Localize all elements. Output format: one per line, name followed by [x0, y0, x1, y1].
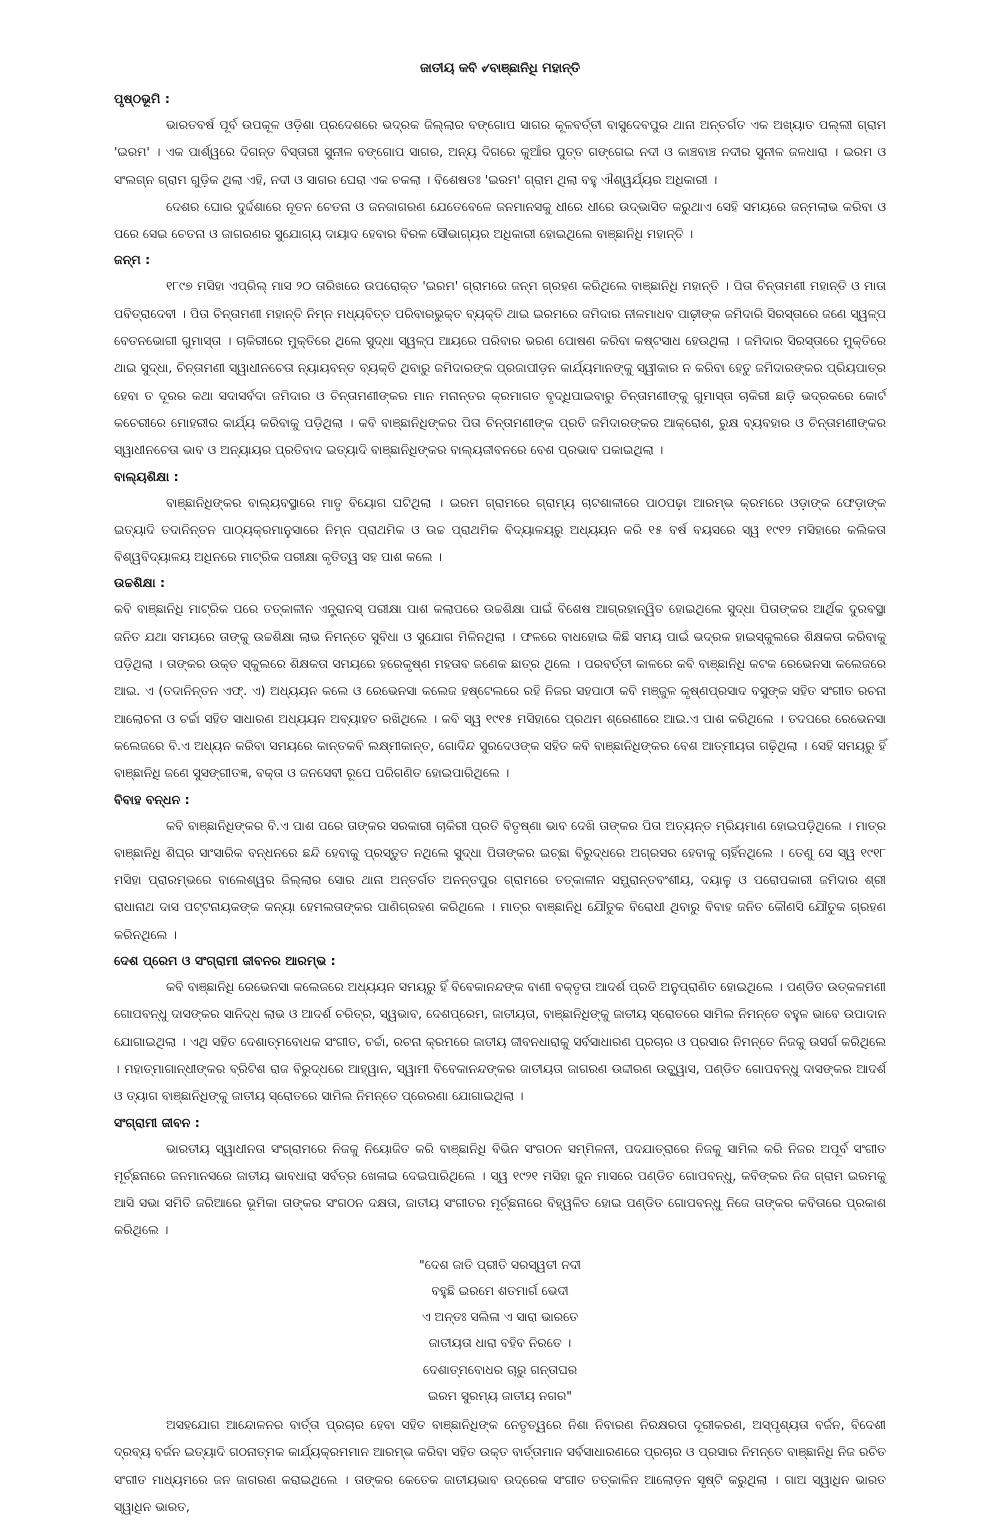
document-title: ଜାତୀୟ କବି ୰ବାଞ୍ଛାନିଧି ମହାନ୍ତି [114, 58, 886, 80]
section-heading: ସଂଗ୍ରାମୀ ଜୀବନ : [114, 1110, 886, 1135]
poem-line: ବହୁଛି ଇରମେ ଶତମାର୍ଗ ଭେଦୀ [114, 1278, 886, 1304]
section-heading: ପୃଷ୍ଠଭୂମି : [114, 86, 886, 111]
section-birth [114, 247, 886, 463]
poem-line: ଏ ଅନ୍ତଃ ସଲିଳା ଏ ସାରା ଭାରତେ [114, 1304, 886, 1330]
poem-line: ଦେଶାତ୍ମବୋଧର ଚାରୁ ଗନ୍ତାଘର [114, 1357, 886, 1383]
section-childhood-education [114, 464, 886, 571]
paragraph: ବାଞ୍ଛାନିଧିଙ୍କର ବାଲ୍ୟବସ୍ଥାରେ ମାତୃ ବିୟୋଗ ଘଟିଥିଲା । ଇରମ ଗ୍ରାମରେ ଗ୍ରାମ୍ୟ ଚାଟଶାଳୀରେ ପାଠପଢ଼ା ଆରମ୍ଭ କ୍ରମରେ ଓଡ଼ାଙ୍କ ଫେଡ଼ାଙ୍କ ଇତ୍ୟାଦି ତଦାନିନ୍ତନ ପାଠ୍ୟକ୍ରମାନୁସାରେ ନିମ୍ନ ପ୍ରାଥମିକ ଓ ଉଚ୍ଚ ପ୍ରାଥମିକ ବିଦ୍ୟାଳୟରୁ ଅଧ୍ୟୟନ କରି ୧୫ ବର୍ଷ ବୟସରେ ସ୍ୱ ୧୯୧୨ ମସିହାରେ କଲିକତା ବିଶ୍ୱବିଦ୍ୟାଳୟ ଅଧିନରେ ମାଟ୍ରିକ ପରୀକ୍ଷା କୃତିତ୍ୱ ସହ ପାଶ କଲେ । [114, 489, 886, 571]
paragraph: ଅସହଯୋଗ ଆନ୍ଦୋଳନର ବାର୍ତ୍ତା ପ୍ରଚାର ହେବା ସହିତ ବାଞ୍ଛାନିଧିଙ୍କ ନେତୃତ୍ୱରେ ନିଶା ନିବାରଣ ନିରକ୍ଷରତା ଦୂରୀକରଣ, ଅସ୍ପୃଶ୍ୟତା ବର୍ଜନ, ବିଦେଶୀ ଦ୍ରବ୍ୟ ବର୍ଜନ ଇତ୍ୟାଦି ଗଠନାତ୍ମକ କାର୍ଯ୍ୟକ୍ରମମାନ ଆରମ୍ଭ କରିବା ସହିତ ଉକ୍ତ ବାର୍ତ୍ତାମାନ ସର୍ବସାଧାରଣରେ ପ୍ରଚାର ଓ ପ୍ରସାର ନିମନ୍ତେ ବାଞ୍ଛାନିଧି ନିଜ ରଚିତ ସଂଗୀତ ମାଧ୍ୟମରେ ଜନ ଜାଗରଣ କରାଇଥିଲେ । ତାଙ୍କର କେତେକ ଜାତୀୟଭାବ ଉଦ୍ରେକ ସଂଗୀତ ତତ୍କାଳିନ ଆଲୋଡ଼ନ ସୃଷ୍ଟି କରୁଥିଲା । ଗାଅ ସ୍ୱାଧିନ ଭାରତ ସ୍ୱାଧିନ ଭାରତ, [114, 1411, 886, 1520]
section-heading: ବାଲ୍ୟଶିକ୍ଷା : [114, 464, 886, 489]
poem-quote [114, 1252, 886, 1409]
poem-line: ଇରମ ସୁରମ୍ୟ ଜାତୀୟ ନଗର" [114, 1383, 886, 1409]
paragraph: କବି ବାଞ୍ଛାନିଧି ରେଭେନସା କଲେଜରେ ଅଧ୍ୟୟନ ସମୟରୁ ହିଁ ବିବେକାନନ୍ଦଙ୍କ ବାଣୀ ବକ୍ତୃତା ଆଦର୍ଶ ପ୍ରତି ଅନୁପ୍ରାଣିତ ହୋଇଥିଲେ । ପଣ୍ଡିତ ଉତ୍କଳମଣୀ ଗୋପବନ୍ଧୁ ଦାସଙ୍କର ସାନିଦ୍ଧ ଲାଭ ଓ ଆଦର୍ଶ ଚରିତ୍ର, ସ୍ୱଭାବ, ଦେଶପ୍ରେମ, ଜାତୀୟତା, ବାଞ୍ଛାନିଧିଙ୍କୁ ଜାତୀୟ ସ୍ରୋତରେ ସାମିଲ ନିମନ୍ତେ ବହୁଳ ଭାବେ ଉପାଦାନ ଯୋଗାଇଥିଲା । ଏଥି ସହିତ ଦେଶାତ୍ମବୋଧକ ସଂଗୀତ, ଚର୍ଚ୍ଚା, ରଚନା କ୍ରମରେ ଜାତୀୟ ଜୀବନଧାରାକୁ ସର୍ବସାଧାରଣ ପ୍ରଚାର ଓ ପ୍ରସାର ନିମନ୍ତେ ନିଜକୁ ଉସର୍ଗ କରିଥିଲେ । ମହାତ୍ମାଗାନ୍ଧୀଙ୍କର ବ୍ରିଟିଶ ରାଜ ବିରୁଦ୍ଧରେ ଆହ୍ୱାନ, ସ୍ୱାମୀ ବିବେକାନନ୍ଦଙ୍କର ଜାତୀୟତା ଜାଗରଣ ଉଦ୍ଦୀରଣ ଉଚ୍ଛ୍ୱାସ, ପଣ୍ଡିତ ଗୋପବନ୍ଧୁ ଦାସଙ୍କର ଆଦର୍ଶ ଓ ତ୍ୟାଗ ବାଞ୍ଛାନିଧିଙ୍କୁ ଜାତୀୟ ସ୍ରୋତରେ ସାମିଲ ନିମନ୍ତେ ପ୍ରେରଣା ଯୋଗାଇଥିଲା । [114, 973, 886, 1109]
poem-line: "ଦେଶ ଜାତି ପ୍ରୀତି ସରସ୍ୱତୀ ନଦୀ [114, 1252, 886, 1278]
paragraph: ୧୮୯୭ ମସିହା ଏପ୍ରିଲ୍ ମାସ ୨୦ ତାରିଖରେ ଉପରୋକ୍ତ 'ଇରମ' ଗ୍ରାମରେ ଜନ୍ମ ଗ୍ରହଣ କରିଥିଲେ ବାଞ୍ଛାନିଧି ମହାନ୍ତି । ପିତା ଚିନ୍ତାମଣୀ ମହାନ୍ତି ଓ ମାତା ପବିତ୍ରାଦେବୀ । ପିତା ଚିନ୍ତାମଣୀ ମହାନ୍ତି ନିମ୍ନ ମଧ୍ୟବିତ୍ତ ପରିବାରଭୁକ୍ତ ବ୍ୟକ୍ତି ଥାଇ ଇରମରେ ଜମିଦାର ନୀଳମାଧବ ପାଢ଼ୀଙ୍କ ଜମିଦାରି ସିରସ୍ତାରେ ଜଣେ ସ୍ୱଳ୍ପ ବେତନଭୋଗୀ ଗୁମାସ୍ତା । ଚାକିରୀରେ ମୁକ୍ତିରେ ଥିଲେ ସୁଦ୍ଧା ସ୍ୱଳ୍ପ ଆୟରେ ପରିବାର ଭରଣ ପୋଷଣ କରିବା କଷ୍ଟସାଧ ହେଉଥିଲା । ଜମିଦାର ସିରସ୍ତାରେ ମୁକ୍ତିରେ ଥାଇ ସୁଦ୍ଧା, ଚିନ୍ତାମଣୀ ସ୍ୱାଧୀନଚେତା ନ୍ୟାୟବନ୍ତ ବ୍ୟକ୍ତି ଥିବାରୁ ଜମିଦାରଙ୍କ ପ୍ରଜାପୀଡ଼ନ କାର୍ଯ୍ୟମାନଙ୍କୁ ସ୍ୱୀକାର ନ କରିବା ହେତୁ ଜମିଦାରଙ୍କର ପ୍ରିୟପାତ୍ର ହେବା ତ ଦୂରର କଥା ସଦାସର୍ବଦା ଜମିଦାର ଓ ଚିନ୍ତାମଣୀଙ୍କର ମାନ ମନାନ୍ତର କ୍ରମାଗତ ବୃଦ୍ଧିପାଇବାରୁ ଚିନ୍ତାମଣୀଙ୍କୁ ଗୁମାସ୍ତା ଚାକିରୀ ଛାଡ଼ି ଭଦ୍ରକରେ କୋର୍ଟ କଚେରୀରେ ମୋହରୀର କାର୍ଯ୍ୟ କରିବାକୁ ପଡ଼ିଥିଲା । କବି ବାଞ୍ଛାନିଧିଙ୍କର ପିତା ଚିନ୍ତାମଣୀଙ୍କ ପ୍ରତି ଜମିଦାରଙ୍କର ଆକ୍ରୋଶ, ରୁକ୍ଷ ବ୍ୟବହାର ଓ ଚିନ୍ତାମଣୀଙ୍କର ସ୍ୱାଧୀନଚେତା ଭାବ ଓ ଅନ୍ୟାୟର ପ୍ରତିବାଦ ଇତ୍ୟାଦି ବାଞ୍ଛାନିଧିଙ୍କର ବାଲ୍ୟଜୀବନରେ ବେଶ ପ୍ରଭାବ ପକାଇଥିଲା । [114, 272, 886, 463]
section-marriage [114, 787, 886, 948]
section-heading: ବିବାହ ବନ୍ଧନ : [114, 787, 886, 812]
paragraph: ଭାରତୀୟ ସ୍ୱାଧୀନତା ସଂଗ୍ରାମରେ ନିଜକୁ ନିୟୋଜିତ କରି ବାଞ୍ଛାନିଧି ବିଭିନ ସଂଗଠନ ସମ୍ମିଳନୀ, ପଦଯାତ୍ରାରେ ନିଜକୁ ସାମିଲ କରି ନିଜର ଅପୂର୍ବ ସଂଗୀତ ମୂର୍ଚ୍ଛନାରେ ଜନମାନସରେ ଜାତୀୟ ଭାବଧାରା ସର୍ବତ୍ର ଖେଳାଇ ଦେଇପାରିଥିଲେ । ସ୍ୱ ୧୯୨୧ ମସିହା ଜୁନ ମାସରେ ପଣ୍ଡିତ ଗୋପବନ୍ଧୁ, କବିଙ୍କର ନିଜ ଗ୍ରାମ ଇରମକୁ ଆସି ସଭା ସମିତି ଜରିଆରେ ଭୂମିକା ତାଙ୍କର ସଂଗଠନ ଦକ୍ଷତା, ଜାତୀୟ ସଂଗୀତର ମୂର୍ଚ୍ଛନାରେ ବିହ୍ୱଳିତ ହୋଇ ପଣ୍ଡିତ ଗୋପବନ୍ଧୁ ନିଜେ ତାଙ୍କର କବିତାରେ ପ୍ରକାଶ କରିଥିଲେ । [114, 1135, 886, 1244]
paragraph: କବି ବାଞ୍ଛାନିଧିଙ୍କର ବି.ଏ ପାଶ ପରେ ତାଙ୍କର ସରକାରୀ ଚାକିରୀ ପ୍ରତି ବିତୃଷ୍ଣା ଭାବ ଦେଖି ତାଙ୍କର ପିତା ଅତ୍ୟନ୍ତ ମ୍ରିୟମାଣ ହୋଇପଡ଼ିଥିଲେ । ମାତ୍ର ବାଞ୍ଛାନିଧି ଶିଘ୍ର ସାଂସାରିକ ବନ୍ଧନରେ ଛନ୍ଦି ହେବାକୁ ପ୍ରସ୍ତୁତ ନଥିଲେ ସୁଦ୍ଧା ପିତାଙ୍କର ଇଚ୍ଛା ବିରୁଦ୍ଧରେ ଅଗ୍ରସର ହେବାକୁ ଚାହିଁନଥିଲେ । ତେଣୁ ସେ ସ୍ୱ ୧୯୧୮ ମସିହା ପ୍ରାରମ୍ଭରେ ବାଲେଶ୍ୱର ଜିଲ୍ଲାର ସୋର ଥାନା ଅନ୍ତର୍ଗତ ଅନନ୍ତପୁର ଗ୍ରାମରେ ତତ୍କାଳୀନ ସମ୍ଭ୍ରାନ୍ତବଂଶୀୟ, ଦୟାଳୁ ଓ ପରୋପକାରୀ ଜମିଦାର ଶ୍ରୀ ରାଧାନାଥ ଦାସ ପଟ୍ଟନାୟକଙ୍କ କନ୍ୟା ହେମଲତାଙ୍କର ପାଣିଗ୍ରହଣ କରିଥିଲେ । ମାତ୍ର ବାଞ୍ଛାନିଧି ଯୌତୁକ ବିରୋଧୀ ଥିବାରୁ ବିବାହ ଜନିତ କୌଣସି ଯୌତୁକ ଗ୍ରହଣ କରିନଥିଲେ । [114, 812, 886, 948]
paragraph: ଦେଶର ଘୋର ଦୁର୍ଦ୍ଦଶାରେ ନୂତନ ଚେତନା ଓ ଜନଜାଗରଣ ଯେତେବେଳେ ଜନମାନସକୁ ଧୀରେ ଧୀରେ ଉଦ୍ଭାସିତ କରୁଥାଏ ସେହି ସମୟରେ ଜନ୍ମଲାଭ କରିବା ଓ ପରେ ସେଇ ଚେତନା ଓ ଜାଗରଣର ସୁଯୋଗ୍ୟ ଦାୟାଦ ହେବାର ବିରଳ ସୌଭାଗ୍ୟର ଅଧିକାରୀ ହୋଇଥିଲେ ବାଞ୍ଛାନିଧି ମହାନ୍ତି । [114, 193, 886, 248]
section-heading: ଉଚ୍ଚଶିକ୍ଷା : [114, 570, 886, 595]
section-background [114, 86, 886, 247]
section-heading: ଜନ୍ମ : [114, 247, 886, 272]
section-struggle-life [114, 1110, 886, 1520]
paragraph: ଭାରତବର୍ଷ ପୂର୍ବ ଉପକୂଳ ଓଡ଼ିଶା ପ୍ରଦେଶରେ ଭଦ୍ରକ ଜିଲ୍ଲାର ବଙ୍ଗୋପ ସାଗର କୂଳବର୍ତ୍ତୀ ବାସୁଦେବପୁର ଥାନା ଅନ୍ତର୍ଗତ ଏକ ଅଖ୍ୟାତ ପଲ୍ଲୀ ଗ୍ରାମ 'ଇରମ' । ଏକ ପାର୍ଶ୍ୱରେ ଦିଗନ୍ତ ବିସ୍ତାରୀ ସୁନୀଳ ବଙ୍ଗୋପ ସାଗର, ଅନ୍ୟ ଦିଗରେ କୁଆଁର ପୁତ୍ତ ଗଙ୍ଗେଇ ନଦୀ ଓ କାଞ୍ଚବାଞ୍ଚ ନଦୀର ସୁନୀଳ ଜଳଧାରା । ଇରମ ଓ ସଂଲଗ୍ନ ଗ୍ରାମ ଗୁଡ଼ିକ ଥିଲା ଏହି, ନଦୀ ଓ ସାଗର ଘେରା ଏକ ଚକଲା । ବିଶେଷତଃ 'ଇରମ' ଗ୍ରାମ ଥିଲା ବହୁ ଐଶ୍ୱର୍ଯ୍ୟର ଅଧିକାରୀ । [114, 111, 886, 193]
section-patriotism [114, 948, 886, 1109]
section-heading: ଦେଶ ପ୍ରେମ ଓ ସଂଗ୍ରାମୀ ଜୀବନର ଆରମ୍ଭ : [114, 948, 886, 973]
paragraph: କବି ବାଞ୍ଛାନିଧି ମାଟ୍ରିକ ପରେ ତତ୍କାଳୀନ ଏନ୍ଟ୍ରାନସ୍ ପରୀକ୍ଷା ପାଶ କଲାପରେ ଉଚ୍ଚଶିକ୍ଷା ପାଇଁ ବିଶେଷ ଆଗ୍ରହାନ୍ୱିତ ହୋଇଥିଲେ ସୁଦ୍ଧା ପିତାଙ୍କର ଆର୍ଥିକ ଦୁରବସ୍ଥା ଜନିତ ଯଥା ସମୟରେ ତାଙ୍କୁ ଉଚ୍ଚଶିକ୍ଷା ଲାଭ ନିମନ୍ତେ ସୁବିଧା ଓ ସୁଯୋଗ ମିଳିନଥିଲା । ଫଳରେ ବାଧହୋଇ କିଛି ସମୟ ପାଇଁ ଭଦ୍ରକ ହାଇସ୍କୁଲରେ ଶିକ୍ଷକତା କରିବାକୁ ପଡ଼ିଥିଲା । ତାଙ୍କର ଉକ୍ତ ସ୍କୁଲରେ ଶିକ୍ଷକତା ସମୟରେ ହରେକୃଷ୍ଣ ମହତାବ ଜଣେକ ଛାତ୍ର ଥିଲେ । ପରବର୍ତ୍ତୀ କାଳରେ କବି ବାଞ୍ଛାନିଧି କଟକ ରେଭେନସା କଲେଜରେ ଆଇ. ଏ (ତଦାନିନ୍ତନ ଏଫ୍. ଏ) ଅଧ୍ୟୟନ କଲେ ଓ ରେଭେନସା କଲେଜ ହଷ୍ଟେଲରେ ରହି ନିଜର ସହପାଠୀ କବି ମଞ୍ଜୁଳ କୃଷ୍ଣପ୍ରସାଦ ବସୁଙ୍କ ସହିତ ସଂଗୀତ ରଚନା ଆଲୋଚନା ଓ ଚର୍ଚ୍ଚା ସହିତ ସାଧାରଣ ଅଧ୍ୟୟନ ଅବ୍ୟାହତ ରଖିଥିଲେ । କବି ସ୍ୱ ୧୯୧୫ ମସିହାରେ ପ୍ରଥମ ଶ୍ରେଣୀରେ ଆଇ.ଏ ପାଶ କରିଥିଲେ । ତଦପରେ ରେଭେନସା କଲେଜରେ ବି.ଏ ଅଧ୍ୟନ କରିବା ସମୟରେ କାନ୍ତକବି ଲକ୍ଷ୍ମୀକାନ୍ତ, ଗୋଦିନ୍ଦ ସୁରଦେଓଙ୍କ ସହିତ କବି ବାଞ୍ଛାନିଧିଙ୍କର ବେଶ ଆତ୍ମୀୟତା ଗଢ଼ିଥିଲା । ସେହି ସମୟରୁ ହିଁ ବାଞ୍ଛାନିଧି ଜଣେ ସୁସଙ୍ଗୀତଜ୍ଞ, ବକ୍ତା ଓ ଜନସେବୀ ରୂପେ ପରିଗଣିତ ହୋଇପାରିଥିଲେ । [114, 595, 886, 786]
poem-line: ଜାତୀୟତା ଧାରା ବହିବ ନିରତେ । [114, 1330, 886, 1356]
section-higher-education [114, 570, 886, 786]
